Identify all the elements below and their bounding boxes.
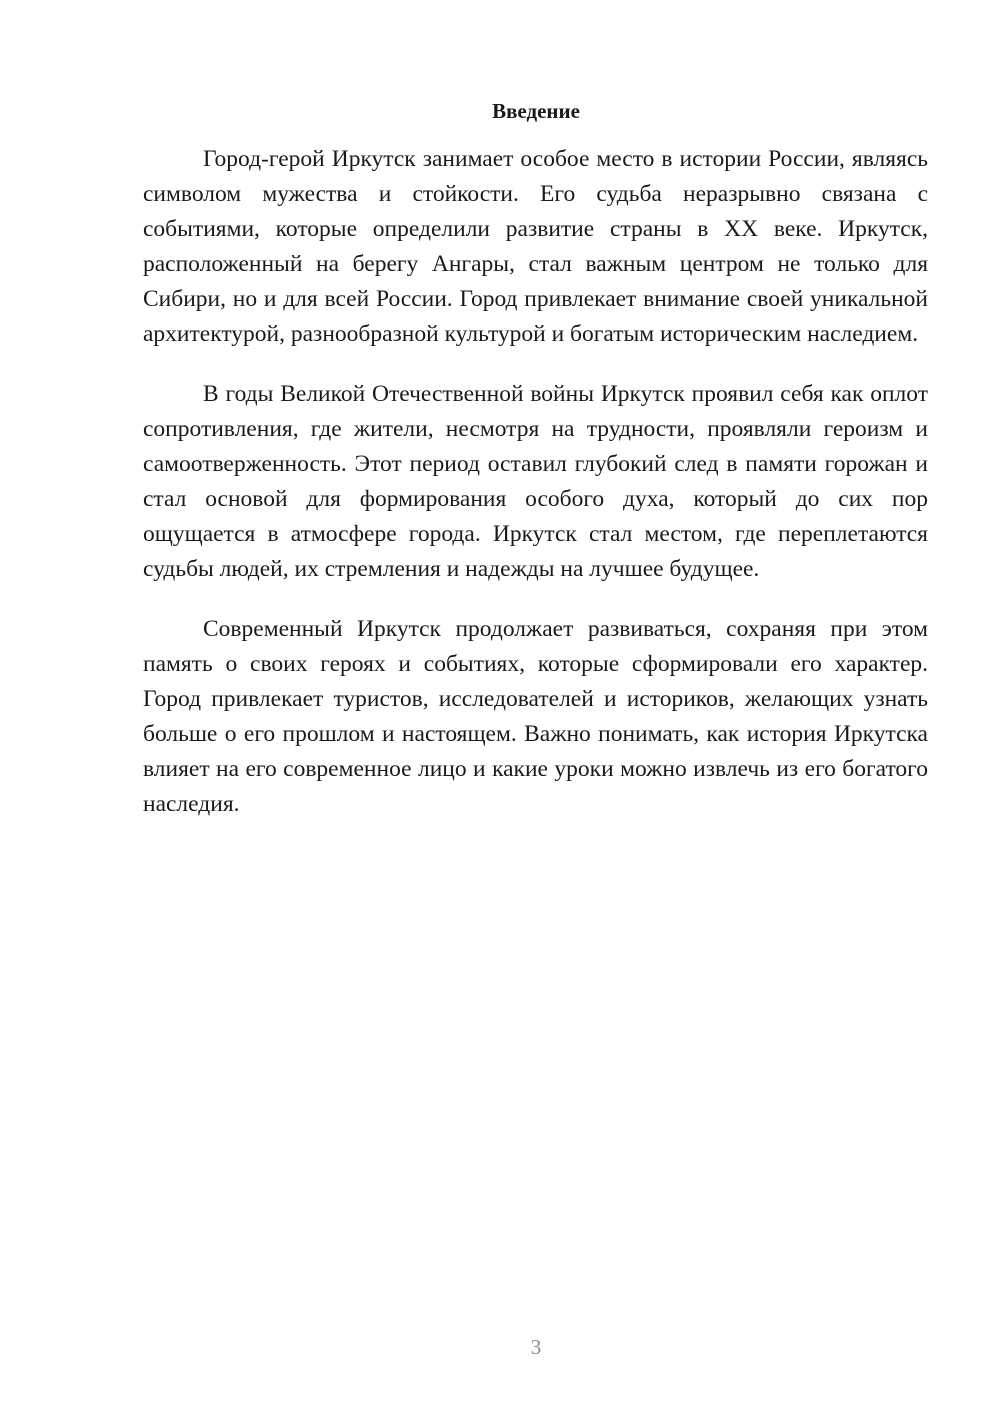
section-heading: Введение bbox=[492, 99, 580, 123]
paragraph-2: В годы Великой Отечественной войны Иркутск проявил себя как оплот сопротивления, где жители, несмотря на трудности, проявляли героизм и самоотверженность. Этот период оставил глубокий след в памяти горожан и стал основой для формирования особого духа, который до сих пор ощущается в атмосфере города. Иркутск стал местом, где переплетаются судьбы людей, их стремления и надежды на лучшее будущее. bbox=[143, 381, 928, 582]
paragraph-1: Город-герой Иркутск занимает особое место в истории России, являясь символом мужества и стойкости. Его судьба неразрывно связана с событиями, которые определили развитие страны в XX веке. Иркутск, расположенный на берегу Ангары, стал важным центром не только для Сибири, но и для всей России. Город привлекает внимание своей уникальной архитектурой, разнообразной культурой и богатым историческим наследием. bbox=[143, 146, 928, 347]
paragraph-3: Современный Иркутск продолжает развиваться, сохраняя при этом память о своих героях и событиях, которые сформировали его характер. Город привлекает туристов, исследователей и историков, желающих узнать больше о его прошлом и настоящем. Важно понимать, как история Иркутска влияет на его современное лицо и какие уроки можно извлечь из его богатого наследия. bbox=[143, 616, 928, 817]
page-number: 3 bbox=[530, 1335, 542, 1359]
body-text bbox=[143, 142, 928, 847]
